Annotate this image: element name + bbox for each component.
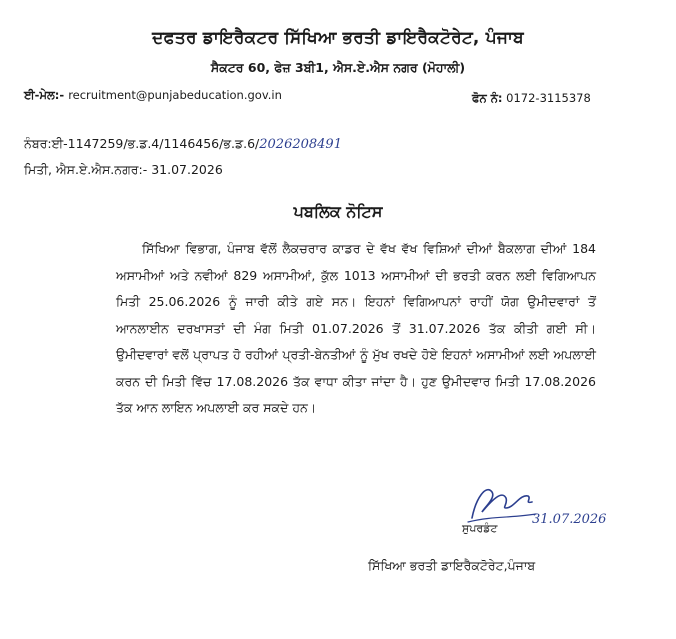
email-address: recruitment@punjabeducation.gov.in bbox=[68, 88, 282, 102]
handwritten-dispatch-number: 2026208491 bbox=[259, 137, 342, 152]
signature-date: 31.07.2026 bbox=[532, 512, 607, 527]
dateline: ਮਿਤੀ, ਐਸ.ਏ.ਐਸ.ਨਗਰ:- 31.07.2026 bbox=[24, 162, 223, 177]
email-label: ਈ-ਮੇਲ:- bbox=[24, 88, 65, 102]
office-address: ਸੈਕਟਰ 60, ਫੇਜ਼ 3ਬੀ1, ਐਸ.ਏ.ਐਸ ਨਗਰ (ਮੋਹਾਲੀ) bbox=[210, 60, 466, 75]
reference-number bbox=[24, 136, 342, 152]
email-line bbox=[24, 88, 282, 103]
phone-line bbox=[472, 91, 591, 106]
phone-number: 0172-3115378 bbox=[506, 91, 591, 105]
reference-text: ਨੰਬਰ:ਈ-1147259/ਭ.ਡ.4/1146456/ਭ.ਡ.6/ bbox=[24, 136, 260, 151]
footer-office: ਸਿੱਖਿਆ ਭਰਤੀ ਡਾਇਰੈਕਟੋਰੇਟ,ਪੰਜਾਬ bbox=[368, 558, 536, 573]
notice-body: ਸਿੱਖਿਆ ਵਿਭਾਗ, ਪੰਜਾਬ ਵੱਲੋਂ ਲੈਕਚਰਾਰ ਕਾਡਰ ਦੇ ਵੱਖ ਵੱਖ ਵਿਸ਼ਿਆਂ ਦੀਆਂ ਬੈਕਲਾਗ ਦੀਆਂ 184 ਅਸਾਮੀਆਂ ਅਤੇ ਨਵੀਆਂ 829 ਅਸਾਮੀਆਂ, ਕੁੱਲ 1013 ਅਸਾਮੀਆਂ ਦੀ ਭਰਤੀ ਕਰਨ ਲਈ ਵਿਗਿਆਪਨ ਮਿਤੀ 25.06.2026 ਨੂੰ ਜਾਰੀ ਕੀਤੇ ਗਏ ਸਨ। ਇਹਨਾਂ ਵਿਗਿਆਪਨਾਂ ਰਾਹੀਂ ਯੋਗ ਉਮੀਦਵਾਰਾਂ ਤੋਂ ਆਨਲਾਈਨ ਦਰਖਾਸਤਾਂ ਦੀ ਮੰਗ ਮਿਤੀ 01.07.2026 ਤੋਂ 31.07.2026 ਤੱਕ ਕੀਤੀ ਗਈ ਸੀ। ਉਮੀਦਵਾਰਾਂ ਵਲੋਂ ਪ੍ਰਾਪਤ ਹੋ ਰਹੀਆਂ ਪ੍ਰਤੀ-ਬੇਨਤੀਆਂ ਨੂੰ ਮੁੱਖ ਰਖਦੇ ਹੋਏ ਇਹਨਾਂ ਅਸਾਮੀਆਂ ਲਈ ਅਪਲਾਈ ਕਰਨ ਦੀ ਮਿਤੀ ਵਿੱਚ 17.08.2026 ਤੱਕ ਵਾਧਾ ਕੀਤਾ ਜਾਂਦਾ ਹੈ। ਹੁਣ ਉਮੀਦਵਾਰ ਮਿਤੀ 17.08.2026 ਤੱਕ ਆਨ ਲਾਇਨ ਅਪਲਾਈ ਕਰ ਸਕਦੇ ਹਨ। bbox=[116, 241, 596, 415]
office-title: ਦਫਤਰ ਡਾਇਰੈਕਟਰ ਸਿੱਖਿਆ ਭਰਤੀ ਡਾਇਰੈਕਟੋਰੇਟ, ਪੰਜਾਬ bbox=[152, 28, 524, 48]
notice-title: ਪਬਲਿਕ ਨੋਟਿਸ bbox=[293, 202, 383, 221]
phone-label: ਫੋਨ ਨੰ: bbox=[472, 91, 503, 105]
signature-mark bbox=[462, 478, 542, 528]
designation: ਸੁਪਰਡੰਟ bbox=[462, 522, 498, 535]
